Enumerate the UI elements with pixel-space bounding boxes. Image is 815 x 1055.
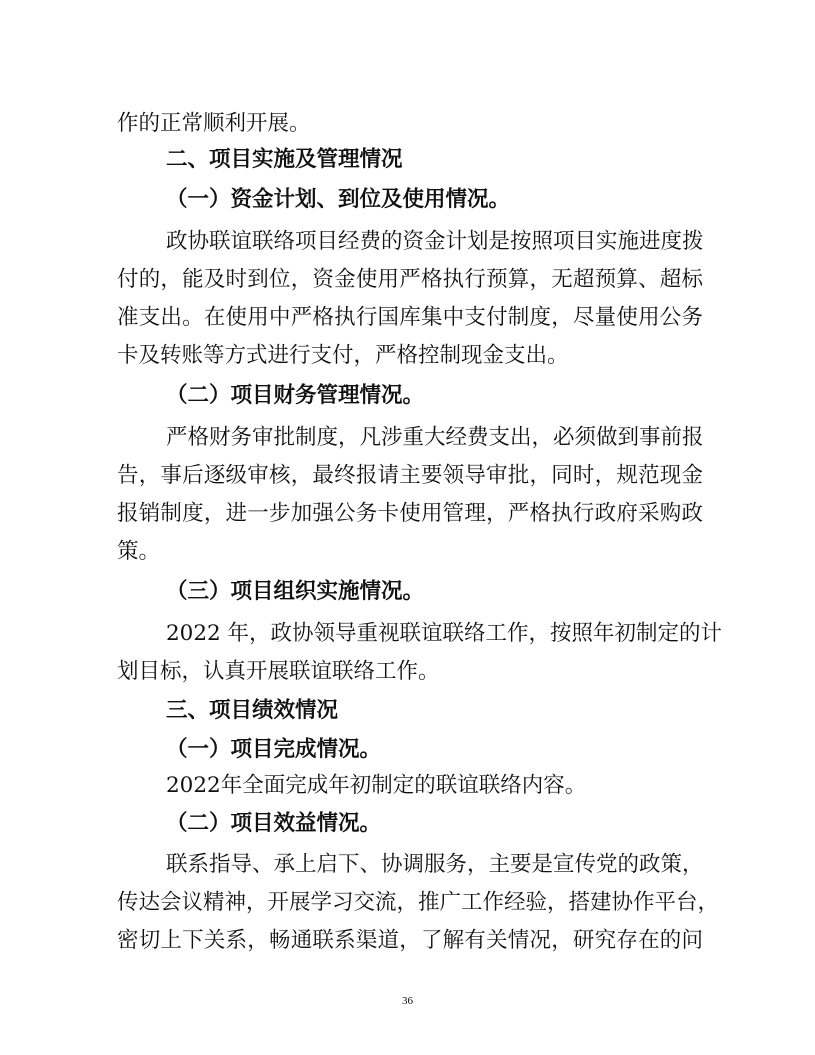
page-number: 36 <box>402 995 413 1007</box>
section-heading: 三、项目绩效情况 <box>166 698 339 723</box>
paragraph-line: 严格财务审批制度，凡涉重大经费支出，必须做到事前报 <box>166 425 704 450</box>
section-heading: 二、项目实施及管理情况 <box>166 147 403 172</box>
subsection-heading: （二）项目财务管理情况。 <box>166 383 425 408</box>
paragraph-line: 2022年全面完成年初制定的联谊联络内容。 <box>166 773 587 798</box>
paragraph-line: 告，事后逐级审核，最终报请主要领导审批，同时，规范现金 <box>117 463 703 488</box>
paragraph-line: 准支出。在使用中严格执行国库集中支付制度，尽量使用公务 <box>117 305 703 330</box>
paragraph-line: 报销制度，进一步加强公务卡使用管理，严格执行政府采购政 <box>117 501 703 526</box>
paragraph-line: 密切上下关系，畅通联系渠道，了解有关情况，研究存在的问 <box>117 928 703 953</box>
subsection-heading: （三）项目组织实施情况。 <box>166 579 425 604</box>
paragraph-line: 2022 年，政协领导重视联谊联络工作，按照年初制定的计 <box>166 621 723 646</box>
paragraph-line: 政协联谊联络项目经费的资金计划是按照项目实施进度拨 <box>166 229 704 254</box>
paragraph-line: 传达会议精神，开展学习交流，推广工作经验，搭建协作平台， <box>117 890 720 915</box>
paragraph-line: 划目标，认真开展联谊联络工作。 <box>117 659 440 684</box>
paragraph-line: 策。 <box>117 539 161 564</box>
subsection-heading: （二）项目效益情况。 <box>166 811 382 836</box>
paragraph-line: 卡及转账等方式进行支付，严格控制现金支出。 <box>117 343 569 368</box>
subsection-heading: （一）资金计划、到位及使用情况。 <box>166 187 511 212</box>
paragraph-line: 付的，能及时到位，资金使用严格执行预算，无超预算、超标 <box>117 267 703 292</box>
subsection-heading: （一）项目完成情况。 <box>166 737 382 762</box>
paragraph-line: 作的正常顺利开展。 <box>117 111 311 136</box>
paragraph-line: 联系指导、承上启下、协调服务，主要是宣传党的政策， <box>166 852 704 877</box>
